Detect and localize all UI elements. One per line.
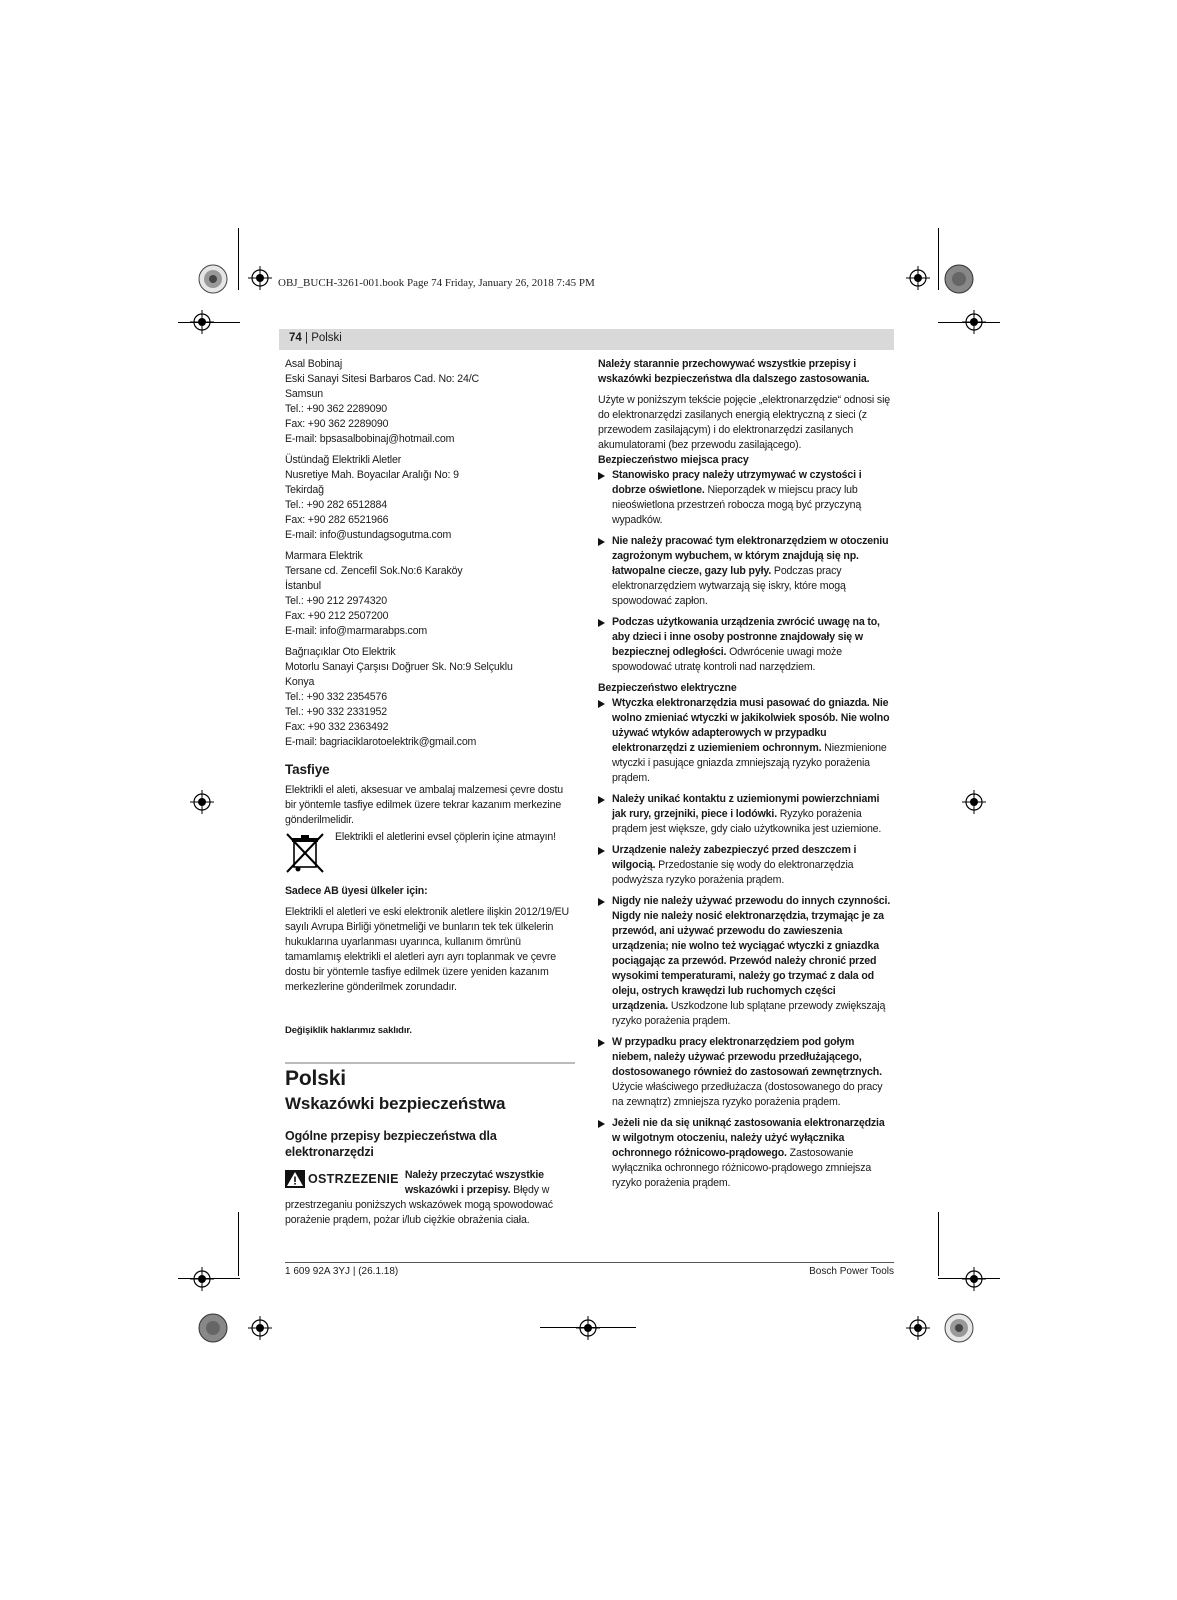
color-rosette-icon <box>198 1313 228 1343</box>
address-line: E-mail: info@marmarabps.com <box>285 625 428 637</box>
crop-mark <box>938 228 939 290</box>
safety-item <box>598 534 893 609</box>
safety-item-text: Odwrócenie uwagi może spowodować utratę kontroli nad narzędziem. <box>612 646 842 673</box>
address-line: Motorlu Sanayi Çarşısı Doğruer Sk. No:9 Selçuklu <box>285 661 513 673</box>
bullet-arrow-icon <box>598 1039 605 1047</box>
bullet-arrow-icon <box>598 1120 605 1128</box>
address-line: Fax: +90 282 6521966 <box>285 514 389 526</box>
address-line: E-mail: bpsasalbobinaj@hotmail.com <box>285 433 455 445</box>
address-line: Fax: +90 212 2507200 <box>285 610 389 622</box>
safety-item <box>598 792 893 837</box>
footer-code: 1 609 92A 3YJ | (26.1.18) <box>285 1266 399 1277</box>
safety-item <box>598 696 893 786</box>
safety-item-bold: Podczas użytkowania urządzenia zwrócić uwagę na to, aby dzieci i inne osoby postronne znajdowały się w bezpiecznej odległości. <box>612 616 880 658</box>
safety-item-bold: Stanowisko pracy należy utrzymywać w czystości i dobrze oświetlone. <box>612 469 862 496</box>
registration-target-icon <box>576 1316 600 1340</box>
safety-item-bold: W przypadku pracy elektronarzędziem pod gołym niebem, należy używać przewodu przedłużającego, dostosowanego również do zastosowań zewnętrznych. <box>612 1036 882 1078</box>
safety-item-bold: Należy unikać kontaktu z uziemionymi powierzchniami jak rury, grzejniki, piece i lodówki. <box>612 793 880 820</box>
safety-title: Wskazówki bezpieczeństwa <box>285 1094 506 1113</box>
bullet-arrow-icon <box>598 847 605 855</box>
safety-item-bold: Urządzenie należy zabezpieczyć przed deszczem i wilgocią. <box>612 844 857 871</box>
warning-block <box>285 1168 577 1228</box>
bullet-arrow-icon <box>598 796 605 804</box>
footer-brand: Bosch Power Tools <box>809 1266 894 1277</box>
safety-item-text: Nieporządek w miejscu pracy lub nieoświetlona przestrzeń robocza mogą być przyczyną wypadków. <box>612 484 862 526</box>
bullet-arrow-icon <box>598 472 605 480</box>
address-line: Tekirdağ <box>285 484 324 496</box>
safety-item <box>598 894 893 1029</box>
electrical-list <box>598 696 893 1191</box>
safety-item-text: Przedostanie się wody do elektronarzędzia podwyższa ryzyko porażenia prądem. <box>612 859 854 886</box>
registration-target-icon <box>906 266 930 290</box>
registration-target-icon <box>962 790 986 814</box>
address-line: Fax: +90 362 2289090 <box>285 418 389 430</box>
definition-text: Użyte w poniższym tekście pojęcie „elektronarzędzie“ odnosi się do elektronarzędzi zasilanych energią elektryczną z sieci (z przewodem zasilającym) i do elektronarzędzi zasilanych akumulatorami (bez przewodu zasilającego). <box>598 394 891 451</box>
general-rules-title: Ogólne przepisy bezpieczeństwa dla elektronarzędzi <box>285 1129 497 1159</box>
address-block <box>285 645 575 750</box>
eu-title: Sadece AB üyesi ülkeler için: <box>285 885 428 897</box>
safety-item-bold: Jeżeli nie da się uniknąć zastosowania elektronarzędzia w wilgotnym otoczeniu, należy użyć wyłącznika ochronnego różnicowo-prądowego. <box>612 1117 885 1159</box>
registration-target-icon <box>248 1316 272 1340</box>
address-line: Fax: +90 332 2363492 <box>285 721 389 733</box>
address-line: Bağrıaçıklar Oto Elektrik <box>285 646 396 658</box>
registration-target-icon <box>962 310 986 334</box>
safety-item <box>598 843 893 888</box>
address-line: Tel.: +90 332 2331952 <box>285 706 387 718</box>
registration-target-icon <box>190 1267 214 1291</box>
safety-item-text: Uszkodzone lub splątane przewody zwiększają ryzyko porażenia prądem. <box>612 1000 886 1027</box>
warning-bold-text: Należy przeczytać wszystkie wskazówki i przepisy. <box>404 1169 544 1196</box>
language-title: Polski <box>285 1067 346 1090</box>
safety-item <box>598 615 893 675</box>
registration-target-icon <box>248 266 272 290</box>
weee-text: Elektrikli el aletlerini evsel çöplerin içine atmayın! <box>335 831 556 843</box>
polski-section <box>285 1066 577 1228</box>
page-number: 74 <box>289 332 302 344</box>
address-line: Samsun <box>285 388 323 400</box>
address-line: Tersane cd. Zencefil Sok.No:6 Karaköy <box>285 565 463 577</box>
crop-mark <box>238 1212 239 1276</box>
bullet-arrow-icon <box>598 538 605 546</box>
address-line: Tel.: +90 212 2974320 <box>285 595 387 607</box>
safety-item <box>598 1116 893 1191</box>
address-line: Konya <box>285 676 315 688</box>
registration-target-icon <box>906 1316 930 1340</box>
address-line: Asal Bobinaj <box>285 358 343 370</box>
safety-item-text: Użycie właściwego przedłużacza (dostosowanego do pracy na zewnątrz) zmniejsza ryzyko porażenia prądem. <box>612 1081 883 1108</box>
address-block <box>285 549 575 639</box>
registration-target-icon <box>190 790 214 814</box>
color-rosette-icon <box>944 264 974 294</box>
address-block <box>285 357 575 447</box>
right-column <box>598 357 893 1197</box>
warning-text: Błędy w przestrzeganiu poniższych wskazówek mogą spowodować porażenie prądem, pożar i/lub ciężkie obrażenia ciała. <box>285 1184 553 1226</box>
color-rosette-icon <box>198 264 228 294</box>
address-line: Eski Sanayi Sitesi Barbaros Cad. No: 24/C <box>285 373 480 385</box>
bullet-arrow-icon <box>598 700 605 708</box>
address-block <box>285 453 575 543</box>
safety-item-bold: Wtyczka elektronarzędzia musi pasować do gniazda. Nie wolno zmieniać wtyczki w jakikolwiek sposób. Nie wolno używać wtyków adapterowych w przypadku elektronarzędzi z uziemieniem ochronnym. <box>612 697 890 754</box>
address-line: Üstündağ Elektrikli Aletler <box>285 454 402 466</box>
header-separator: | <box>301 332 312 344</box>
header-section: Polski <box>311 332 342 344</box>
address-line: Nusretiye Mah. Boyacılar Aralığı No: 9 <box>285 469 459 481</box>
safety-item <box>598 468 893 528</box>
crossed-bin-icon <box>285 832 325 874</box>
warning-label: OSTRZEZENIE <box>308 1171 399 1186</box>
address-list <box>285 357 575 750</box>
page-header <box>279 329 894 350</box>
safety-item-text: Podczas pracy elektronarzędziem wytwarzają się iskry, które mogą spowodować zapłon. <box>612 565 846 607</box>
safety-item-text: Ryzyko porażenia prądem jest większe, gdy ciało użytkownika jest uziemione. <box>612 808 882 835</box>
address-line: İstanbul <box>285 580 321 592</box>
registration-target-icon <box>962 1267 986 1291</box>
address-line: E-mail: info@ustundagsogutma.com <box>285 529 452 541</box>
electrical-title: Bezpieczeństwo elektryczne <box>598 682 737 694</box>
workplace-list <box>598 468 893 675</box>
address-line: E-mail: bagriaciklarotoelektrik@gmail.com <box>285 736 477 748</box>
keep-instructions: Należy starannie przechowywać wszystkie przepisy i wskazówki bezpieczeństwa dla dalszego zastosowania. <box>598 358 870 385</box>
safety-item-bold: Nigdy nie należy używać przewodu do innych czynności. Nigdy nie należy nosić elektronarzędzia, trzymając je za przewód, ani używać przewodu do zawieszenia urządzenia; nie wolno też wyciągać wtyczki z gniazdka pociągając za przewód. Przewód należy chronić przed wysokimi temperaturami, należy go trzymać z dala od oleju, ostrych krawędzi lub ruchomych części urządzenia. <box>612 895 891 1012</box>
safety-item-text: Zastosowanie wyłącznika ochronnego różnicowo-prądowego zmniejsza ryzyko porażenia prądem. <box>612 1147 872 1189</box>
registration-target-icon <box>190 310 214 334</box>
crop-mark <box>238 228 239 290</box>
warning-triangle-icon <box>285 1170 305 1188</box>
address-line: Tel.: +90 332 2354576 <box>285 691 387 703</box>
tasfiye-text: Elektrikli el aleti, aksesuar ve ambalaj malzemesi çevre dostu bir yöntemle tasfiye edilmek üzere tekrar kazanım merkezine gönderilmelidir. <box>285 784 564 826</box>
address-line: Tel.: +90 362 2289090 <box>285 403 387 415</box>
bullet-arrow-icon <box>598 619 605 627</box>
section-title-tasfiye: Tasfiye <box>285 762 330 777</box>
crop-mark <box>938 1212 939 1276</box>
color-rosette-icon <box>944 1313 974 1343</box>
print-slug: OBJ_BUCH-3261-001.book Page 74 Friday, January 26, 2018 7:45 PM <box>278 277 595 289</box>
address-line: Tel.: +90 282 6512884 <box>285 499 387 511</box>
weee-block <box>285 830 575 876</box>
crop-mark <box>540 1327 636 1328</box>
section-divider <box>285 1062 575 1064</box>
rights-note: Değişiklik haklarımız saklıdır. <box>285 1025 412 1036</box>
safety-item-text: Niezmienione wtyczki i pasujące gniazda zmniejszają ryzyko porażenia prądem. <box>612 742 887 784</box>
address-line: Marmara Elektrik <box>285 550 363 562</box>
safety-item-bold: Nie należy pracować tym elektronarzędziem w otoczeniu zagrożonym wybuchem, w którym znajdują się np. łatwopalne ciecze, gazy lub pyły. <box>612 535 889 577</box>
footer-rule <box>285 1262 894 1263</box>
workplace-title: Bezpieczeństwo miejsca pracy <box>598 454 749 466</box>
warning-label-box <box>285 1170 399 1188</box>
bullet-arrow-icon <box>598 898 605 906</box>
safety-item <box>598 1035 893 1110</box>
left-column <box>285 357 575 1038</box>
eu-text: Elektrikli el aletleri ve eski elektronik aletlere ilişkin 2012/19/EU sayılı Avrupa Birliği yönetmeliği ve bunların tek tek ülkelerin hukuklarına uyarlanması uyarınca, kullanım ömrünü tamamlamış elektrikli el aletleri ayrı ayrı toplanmak ve çevre dostu bir yöntemle tasfiye edilmek üzere yeniden kazanım merkezlerine gönderilmek zorundadır. <box>285 906 570 993</box>
